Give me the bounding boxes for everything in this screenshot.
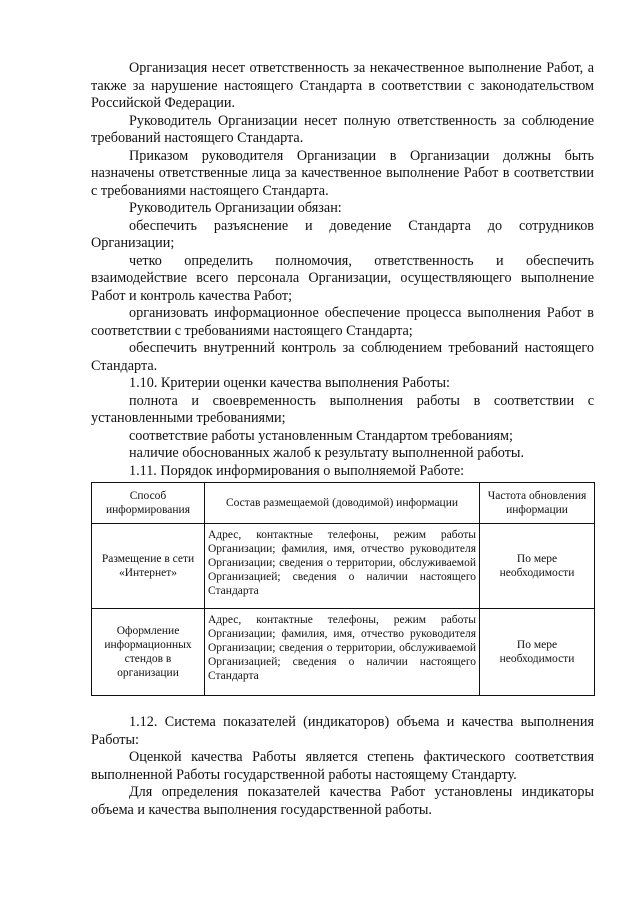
cell-frequency: По мере необходимости (480, 524, 595, 609)
paragraph-duty-explain: обеспечить разъяснение и доведение Стандарта до сотрудников Организации; (91, 217, 594, 251)
paragraph-criterion-compliance: соответствие работы установленным Стандартом требованиям; (129, 427, 513, 444)
header-frequency: Частота обновления информации (480, 483, 595, 524)
cell-frequency: По мере необходимости (480, 609, 595, 696)
paragraph-head-responsibility: Руководитель Организации несет полную ответственность за соблюдение требований настоящего Стандарта. (91, 112, 594, 146)
cell-content: Адрес, контактные телефоны, режим работы Организации; фамилия, имя, отчество руководителя Организации; сведения о территории, обслуживаемой Организацией; сведения о наличии настоящего Стандарта (205, 609, 480, 696)
cell-content: Адрес, контактные телефоны, режим работы Организации; фамилия, имя, отчество руководителя Организации; сведения о территории, обслуживаемой Организацией; сведения о наличии настоящего Стандарта (205, 524, 480, 609)
table-row (92, 609, 595, 696)
information-table (91, 482, 595, 696)
document-page (91, 60, 594, 819)
paragraph-head-obliged: Руководитель Организации обязан: (129, 200, 342, 216)
section-heading-1-11: 1.11. Порядок информирования о выполняемой Работе: (129, 462, 465, 479)
table-row (92, 524, 595, 609)
paragraph-indicators: Для определения показателей качества Работ установлены индикаторы объема и качества выполнения государственной работы. (91, 784, 594, 818)
paragraph-criterion-complaints: наличие обоснованных жалоб к результату выполненной работы. (129, 445, 524, 461)
paragraph-duty-define: четко определить полномочия, ответственность и обеспечить взаимодействие всего персонала Организации, осуществляющего выполнение Работ и контроль качества Работ; (91, 252, 594, 304)
header-content: Состав размещаемой (доводимой) информации (205, 483, 480, 524)
paragraph-duty-control: обеспечить внутренний контроль за соблюдением требований настоящего Стандарта. (91, 340, 594, 374)
section-heading-1-10: 1.10. Критерии оценки качества выполнения Работы: (129, 375, 450, 391)
paragraph-duty-organize: организовать информационное обеспечение процесса выполнения Работ в соответствии с требованиями настоящего Стандарта; (91, 305, 594, 339)
table-header-row (92, 483, 595, 524)
paragraph-quality-assessment: Оценкой качества Работы является степень фактического соответствия выполненной Работы государственной работы настоящему Стандарту. (91, 749, 594, 783)
paragraph-order: Приказом руководителя Организации в Организации должны быть назначены ответственные лица за качественное выполнение Работ в соответствии с требованиями настоящего Стандарта. (91, 147, 594, 199)
cell-method: Размещение в сети «Интернет» (92, 524, 205, 609)
section-heading-1-12: 1.12. Система показателей (индикаторов) объема и качества выполнения Работы: (91, 714, 594, 748)
cell-method: Оформление информационных стендов в организации (92, 609, 205, 696)
paragraph-criterion-completeness: полнота и своевременность выполнения работы в соответствии с установленными требованиями; (91, 392, 594, 426)
paragraph-responsibility: Организация несет ответственность за некачественное выполнение Работ, а также за нарушение настоящего Стандарта в соответствии с законодательством Российской Федерации. (91, 60, 594, 111)
header-method: Способ информирования (92, 483, 205, 524)
